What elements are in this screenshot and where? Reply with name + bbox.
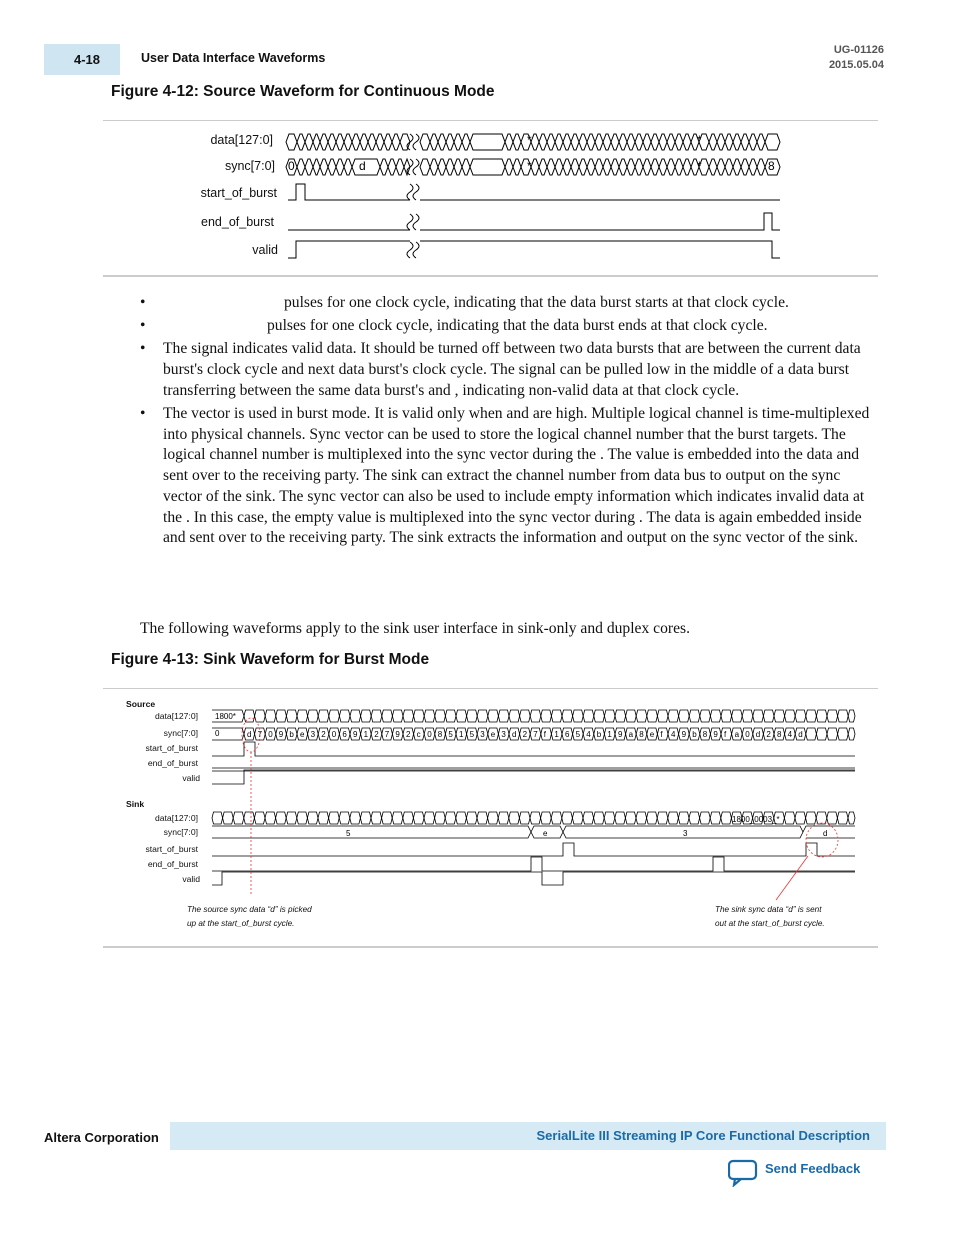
src-data-segment [732,710,743,722]
src-sync-value: 9 [713,730,718,739]
sink-data-segment [541,812,552,824]
f1-sync-star-a: * [527,159,532,173]
sink-data-special: 1800_0003_* [732,815,780,824]
sink-data-segment [827,812,838,824]
src-sync-value: 8 [702,730,708,739]
sink-data-segment [297,812,308,824]
f1-data-star-a: * [527,133,532,147]
sink-label-sync: sync[7:0] [163,827,198,837]
src-data-segment [382,710,393,722]
sink-data-segment [371,812,382,824]
sink-data-segment [307,812,318,824]
src-sync-value: 6 [565,730,570,739]
src-data-segment [753,710,764,722]
src-data-segment [456,710,467,722]
sink-data-segment [615,812,626,824]
src-data-segment [414,710,425,722]
src-sync-segment [806,728,817,740]
src-data-segment [509,710,520,722]
src-data-segment [530,710,541,722]
src-sync-value: 7 [384,730,390,739]
src-data-segment [244,710,255,722]
sink-heading: Sink [126,799,145,809]
bullet-valid: • The signal indicates valid data. It should be turned off between two data bursts that are between the current data burst's clock cycle and next data burst's clock cycle. The signal can be pulled low in the middle of a data burst transferring between the same data burst's and , indicating non-valid data at that clock cycle. [140,339,870,401]
src-data-segment [626,710,637,722]
sink-data-segment [212,812,223,824]
src-data-segment [488,710,499,722]
sink-data-segment [360,812,371,824]
src-sync-value: b [692,730,697,739]
sink-data-segment [636,812,647,824]
f1-sync-d: d [359,159,366,173]
src-data-segment [562,710,573,722]
src-sync-value: b [596,730,602,739]
src-data-segment [806,710,817,722]
src-sync-segment [838,728,849,740]
src-data-segment [265,710,276,722]
src-sync-value: a [734,730,740,739]
src-data-segment [255,710,266,722]
src-data-segment [445,710,456,722]
src-data-segment [838,710,849,722]
src-data-segment [297,710,308,722]
sink-data-segment [233,812,244,824]
f1-label-valid: valid [252,243,278,257]
src-data-segment [785,710,796,722]
src-data-segment [318,710,329,722]
src-label-valid: valid [182,773,200,783]
sink-data-segment [435,812,446,824]
src-sync-value: d [512,730,517,739]
sink-data-segment [562,812,573,824]
src-data-segment [721,710,732,722]
src-sync-value: d [247,730,252,739]
src-data-segment [551,710,562,722]
src-sync-value: f [724,730,727,739]
footer-company: Altera Corporation [44,1130,159,1145]
src-data-segment [795,710,806,722]
src-sync-segment [827,728,838,740]
src-sync-value: 0 [331,730,337,739]
src-label-sync: sync[7:0] [163,728,198,738]
src-data-segment [636,710,647,722]
src-sync-segment [541,728,552,740]
src-sync-value: e [300,730,305,739]
figure-4-12-title: Figure 4-12: Source Waveform for Continuous Mode [111,83,495,100]
src-sync-value: 7 [533,730,538,739]
src-data-segment [615,710,626,722]
f1-label-sync: sync[7:0] [224,159,275,173]
src-sync-segment [848,728,855,740]
src-sync-value: 5 [575,730,581,739]
sink-valid-wave [212,872,855,885]
src-data-segment [668,710,679,722]
src-data-segment [339,710,350,722]
src-data-segment [329,710,340,722]
src-data-segment [308,710,319,722]
src-sync-segment [721,728,732,740]
src-sync-value: c [416,730,421,739]
src-data-segment [594,710,605,722]
src-sync-value: 8 [437,730,443,739]
sink-data-segment [689,812,700,824]
sink-data-segment [806,812,817,824]
sink-data-segment [509,812,520,824]
src-sync-value: 9 [353,730,358,739]
sink-pointer-line [776,856,808,900]
src-end-wave [212,768,855,771]
src-data-first: 1800* [215,712,236,721]
src-data-segment [583,710,594,722]
src-data-segment [774,710,785,722]
sink-highlight-ellipse [806,823,838,857]
src-sync-value: 7 [257,730,263,739]
src-sync-value: b [289,730,294,739]
f1-label-end: end_of_burst [201,215,274,229]
src-data-segment [361,710,372,722]
sink-data-segment [456,812,467,824]
doc-date: 2015.05.04 [828,59,884,71]
src-sync-value: 5 [448,730,453,739]
sink-data-segment [413,812,424,824]
sink-data-segment [329,812,340,824]
src-data-segment [689,710,700,722]
source-heading: Source [126,699,156,709]
src-data-segment [392,710,403,722]
sink-data-segment [551,812,562,824]
sink-sync-d: d [823,829,828,838]
sink-paragraph: The following waveforms apply to the sink user interface in sink-only and duplex cores. [140,620,690,637]
src-sync-value: 4 [671,730,676,739]
src-sync-value: d [798,730,803,739]
src-sync-value: 2 [321,730,326,739]
sink-data-segment [583,812,594,824]
sink-data-segment [519,812,530,824]
sink-data-segment [276,812,287,824]
sink-data-segment [424,812,435,824]
src-data-segment [816,710,827,722]
sink-data-segment [244,812,255,824]
sink-data-segment [625,812,636,824]
src-sync-value: 1 [459,730,464,739]
sink-data-segment [498,812,509,824]
figure2-bottom-rule [103,946,878,948]
src-sync-value: 0 [745,730,750,739]
sink-label-data: data[127:0] [154,813,198,823]
f1-data-star-b: * [697,133,702,147]
src-data-segment [403,710,414,722]
sink-data-segment [445,812,456,824]
src-sync-first: 0 [215,729,220,738]
src-sync-value: 1 [554,730,559,739]
src-sync-value: 4 [586,730,591,739]
f1-sync-first: 0 [288,159,295,173]
src-sync-value: 5 [469,730,475,739]
figure-4-13-title: Figure 4-13: Sink Waveform for Burst Mode [111,651,430,668]
src-data-segment [467,710,478,722]
sink-sync-5: 5 [346,829,351,838]
sink-data-segment [318,812,329,824]
src-sync-value: 4 [787,730,793,739]
src-sync-value: e [490,730,496,739]
src-data-segment [742,710,753,722]
src-sync-value: 2 [406,730,411,739]
sink-data-segment [403,812,414,824]
f1-sync-star-b: * [697,159,702,173]
src-sync-value: 0 [268,730,273,739]
src-data-segment [710,710,721,722]
src-data-segment [657,710,668,722]
src-sync-value: 8 [639,730,644,739]
sink-data-segment [223,812,234,824]
sink-sync-e: e [543,829,548,838]
sink-data-segment [837,812,848,824]
sink-label-start: start_of_burst [145,844,198,854]
sink-data-segment [488,812,499,824]
sink-data-segment [721,812,732,824]
sink-data-segment [382,812,393,824]
src-sync-value: 3 [480,730,485,739]
doc-id: UG-01126 [833,44,884,56]
src-data-segment [520,710,531,722]
send-feedback-link[interactable]: Send Feedback [765,1161,861,1176]
src-sync-value: 2 [374,730,379,739]
src-data-segment [286,710,297,722]
src-sync-value: d [755,730,761,739]
sink-label-valid: valid [182,874,200,884]
src-data-segment [700,710,711,722]
f1-label-start: start_of_burst [200,186,277,200]
note-source: The source sync data “d” is picked up at the start_of_burst cycle. [187,905,312,928]
src-data-segment [371,710,382,722]
footer-doc-title[interactable]: SerialLite III Streaming IP Core Functional Description [536,1128,870,1143]
src-valid-wave [212,770,855,784]
src-data-segment [827,710,838,722]
src-data-segment [647,710,658,722]
sink-data-segment [816,812,827,824]
sink-data-segment [594,812,605,824]
src-sync-value: 8 [777,730,782,739]
src-sync-value: 2 [766,730,771,739]
sink-data-segment [477,812,488,824]
sink-data-segment [350,812,361,824]
sink-data-segment [604,812,615,824]
src-sync-value: 9 [681,730,687,739]
src-data-segment [573,710,584,722]
sink-data-segment [848,812,855,824]
f1-sync-last: 8 [768,159,775,173]
bullet-start-of-burst: • pulses for one clock cycle, indicating that the data burst starts at that clock cycle. [140,293,870,314]
src-data-segment [276,710,287,722]
src-sync-segment [816,728,827,740]
src-data-segment [424,710,435,722]
sink-data-segment [795,812,806,824]
feedback-icon[interactable] [728,1159,758,1187]
sink-data-segment [286,812,297,824]
sink-data-segment [466,812,477,824]
sink-data-segment [647,812,658,824]
src-sync-value: f [543,730,547,739]
src-label-data: data[127:0] [154,711,198,721]
bullet-sync: • The vector is used in burst mode. It is valid only when and are high. Multiple logical channel is time-multiplexed into physical channels. Sync vector can be used to store the logical channel number that the burst targets. The logical channel number is multiplexed into the sync vector during the . The value is embedded into the data and sent over to the receiving party. The sink can extract the channel number from data bus to output on the sync vector of the sink. The sync vector can also be used to include empty information which indicates invalid data at the . In this case, the empty value is multiplexed into the sync vector during . The data is again embedded inside and sent over to the receiving party. The sink extracts the information and output on the sync vector of the sink. [140,404,870,549]
src-sync-value: 1 [607,730,612,739]
src-sync-value: e [649,730,655,739]
src-sync-value: 2 [522,730,528,739]
src-sync-value: 9 [395,730,400,739]
sink-start-wave [212,843,855,856]
src-sync-value: 3 [501,730,506,739]
sink-sync-seg-a [212,826,531,838]
src-sync-value: 0 [427,730,432,739]
src-data-segment [848,710,855,722]
sink-data-segment [678,812,689,824]
page-number: 4-18 [74,52,101,67]
src-label-end: end_of_burst [147,758,198,768]
sink-data-segment [572,812,583,824]
sink-data-segment [657,812,668,824]
sink-data-segment [784,812,795,824]
sink-data-segment [265,812,276,824]
bullet-end-of-burst: • pulses for one clock cycle, indicating that the data burst ends at that clock cycle. [140,316,870,337]
sink-data-segment [700,812,711,824]
section-title: User Data Interface Waveforms [141,51,326,65]
src-sync-value: a [628,730,634,739]
src-data-segment [350,710,361,722]
sink-data-segment [254,812,265,824]
src-sync-value: 3 [310,730,316,739]
sink-end-wave [212,857,855,871]
sink-sync-3: 3 [683,829,688,838]
src-start-wave [212,742,855,756]
sink-label-end: end_of_burst [147,859,198,869]
src-sync-value: 9 [618,730,623,739]
src-data-segment [763,710,774,722]
sink-data-segment [710,812,721,824]
sink-data-segment [339,812,350,824]
src-sync-value: 1 [363,730,369,739]
src-data-segment [679,710,690,722]
sink-data-segment [530,812,541,824]
src-data-segment [498,710,509,722]
src-data-segment [477,710,488,722]
src-label-start: start_of_burst [145,743,198,753]
sink-data-segment [668,812,679,824]
src-sync-value: 9 [278,730,284,739]
src-sync-segment [657,728,668,740]
sink-data-segment [392,812,403,824]
note-sink: The sink sync data “d” is sent out at the start_of_burst cycle. [715,905,825,928]
src-data-segment [541,710,552,722]
f1-label-data: data[127:0] [210,133,273,147]
src-sync-value: f [660,730,663,739]
src-data-segment [604,710,615,722]
src-sync-value: 6 [342,730,347,739]
src-data-segment [435,710,446,722]
